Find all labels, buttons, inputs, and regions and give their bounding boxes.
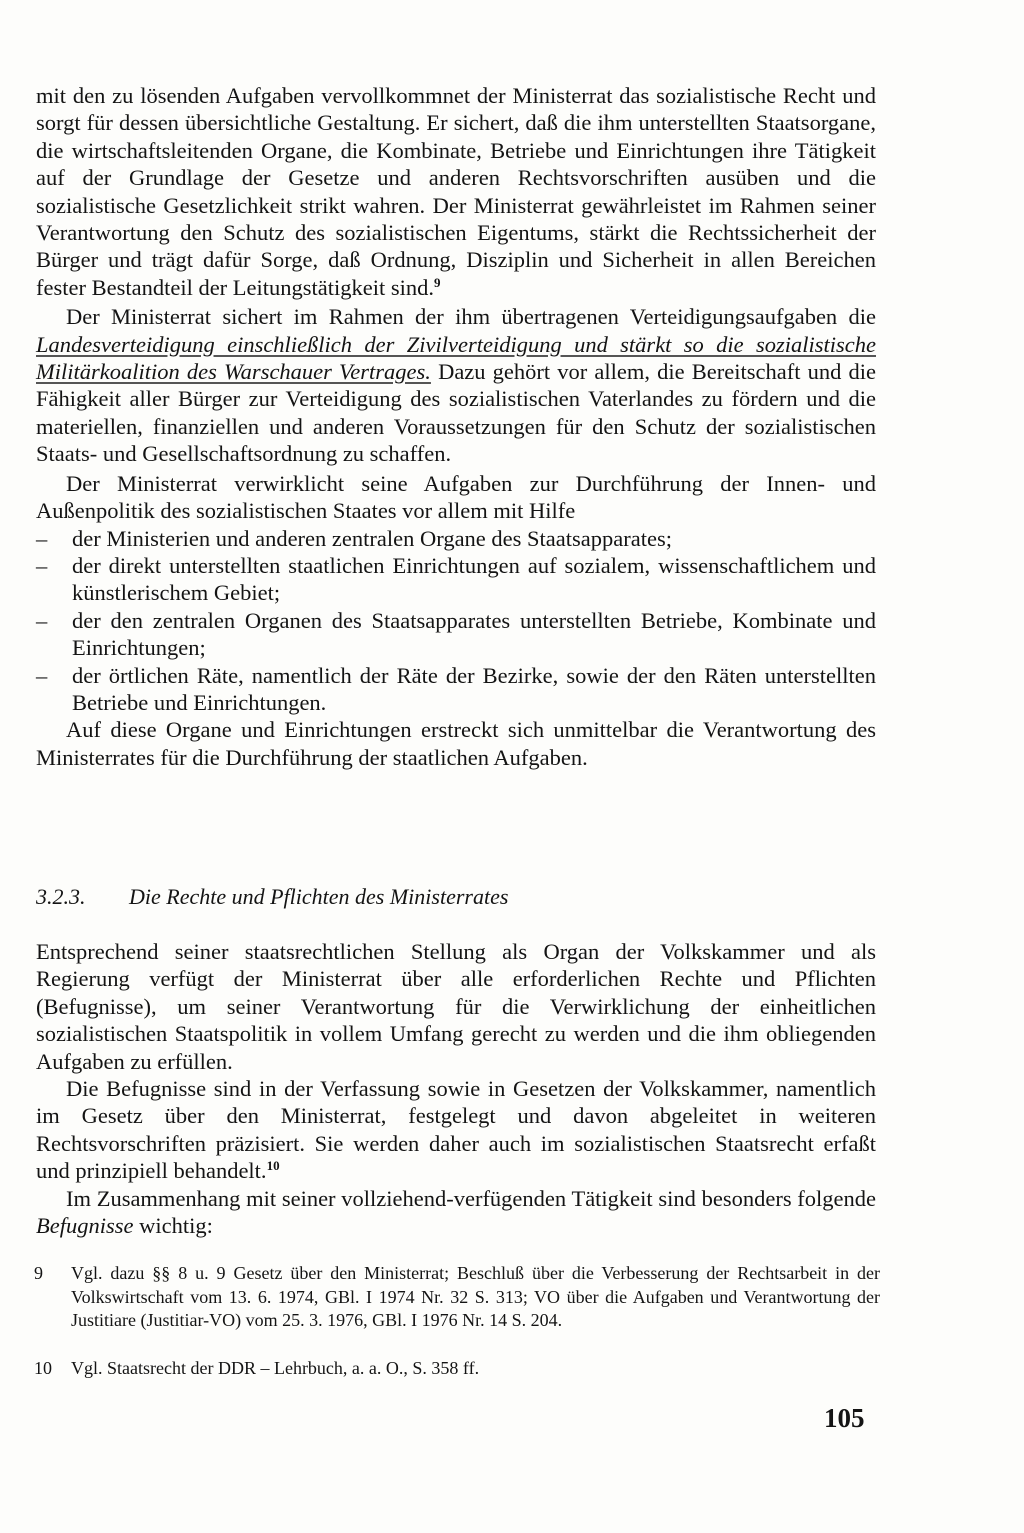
emphasis-text: Befugnisse bbox=[36, 1213, 134, 1239]
dash-marker: – bbox=[36, 662, 48, 688]
footnote-number: 9 bbox=[34, 1263, 43, 1283]
paragraph: Im Zusammenhang mit seiner vollziehend-verfügenden Tätigkeit sind besonders folgende Befugnisse wichtig: bbox=[36, 1185, 876, 1239]
dash-marker: – bbox=[36, 607, 48, 633]
paragraph: Die Befugnisse sind in der Verfassung sowie in Gesetzen der Volkskammer, namentlich im Gesetz über den Ministerrat, festgelegt und davon abgeleitet in weiteren Rechtsvorschriften präzisiert. Sie werden daher auch im sozialistischen Staatsrecht erfaßt und prinzipiell behandelt.$^{10}$ bbox=[36, 1076, 876, 1184]
dash-marker: – bbox=[36, 552, 48, 578]
footnote-ref-9: 9 bbox=[434, 274, 441, 290]
footnote-text: Vgl. dazu §§ 8 u. 9 Gesetz über den Ministerrat; Beschluß über die Verbesserung der Rechtsarbeit in der Volkswirtschaft vom 13. 6. 1974, GBl. I 1974 Nr. 32 S. 313; VO über die Aufgaben und Verantwortung der Justitiare (Justitiar-VO) vom 25. 3. 1976, GBl. I 1976 Nr. 14 S. 204. bbox=[71, 1263, 880, 1330]
body-text-upper bbox=[36, 82, 876, 771]
footnote-number: 10 bbox=[34, 1358, 52, 1378]
section-heading bbox=[36, 884, 876, 910]
page-number: 105 bbox=[824, 1403, 865, 1433]
section-number: 3.2.3. bbox=[36, 884, 86, 909]
footnote bbox=[34, 1357, 880, 1381]
list-item: – der den zentralen Organen des Staatsapparates unterstellten Betriebe, Kombinate und Einrichtungen; bbox=[36, 607, 876, 661]
dash-list bbox=[36, 525, 876, 717]
paragraph: mit den zu lösenden Aufgaben vervollkommnet der Ministerrat das sozialistische Recht und sorgt für dessen übersichtliche Gestaltung. Er sichert, daß die ihm unterstellten Staatsorgane, die wirtschaftsleitenden Organe, die Kombinate, Betriebe und Einrichtungen ihre Tätigkeit auf der Grundlage der Gesetze und anderen Rechtsvorschriften ausüben und die sozialistische Gesetzlichkeit strikt wahren. Der Ministerrat gewährleistet im Rahmen seiner Verantwortung den Schutz des sozialistischen Eigentums, stärkt die Rechtssicherheit der Bürger und trägt dafür Sorge, daß Ordnung, Disziplin und Sicherheit in allen Bereichen fester Bestandteil der Leitungstätigkeit sind.$^9$ bbox=[36, 83, 876, 300]
emphasis-text: Landesverteidigung einschließlich der Zivilverteidigung und stärkt so die sozialistische Militärkoalition des Warschauer Vertrages. bbox=[36, 331, 876, 385]
section-title: Die Rechte und Pflichten des Ministerrates bbox=[129, 884, 509, 909]
body-text-lower bbox=[36, 938, 876, 1239]
footnote-ref-10: 10 bbox=[266, 1158, 280, 1174]
footnote-text: Vgl. Staatsrecht der DDR – Lehrbuch, a. a. O., S. 358 ff. bbox=[71, 1358, 480, 1378]
paragraph: Der Ministerrat sichert im Rahmen der ihm übertragenen Verteidigungsaufgaben die Landesverteidigung einschließlich der Zivilverteidigung und stärkt so die sozialistische Militärkoalition des Warschauer Vertrages. Dazu gehört vor allem, die Bereitschaft und die Fähigkeit aller Bürger zur Verteidigung des sozialistischen Vaterlandes zu fördern und die materiellen, finanziellen und anderen Voraussetzungen für den Schutz der sozialistischen Staats- und Gesellschaftsordnung zu schaffen. bbox=[36, 304, 876, 467]
paragraph: Auf diese Organe und Einrichtungen erstreckt sich unmittelbar die Verantwortung des Ministerrates für die Durchführung der staatlichen Aufgaben. bbox=[36, 717, 876, 770]
list-item: – der Ministerien und anderen zentralen Organe des Staatsapparates; bbox=[36, 525, 672, 551]
dash-marker: – bbox=[36, 525, 48, 551]
paragraph: Entsprechend seiner staatsrechtlichen Stellung als Organ der Volkskammer und als Regierung verfügt der Ministerrat über alle erforderlichen Rechte und Pflichten (Befugnisse), um seiner Verantwortung für die Verwirklichung der einheitlichen sozialistischen Staatspolitik in vollem Umfang gerecht zu werden und die ihm obliegenden Aufgaben zu erfüllen. bbox=[36, 939, 876, 1074]
footnote bbox=[34, 1262, 880, 1333]
paragraph: Der Ministerrat verwirklicht seine Aufgaben zur Durchführung der Innen- und Außenpolitik des sozialistischen Staates vor allem mit Hilfe bbox=[36, 470, 876, 524]
list-item: – der örtlichen Räte, namentlich der Räte der Bezirke, sowie der den Räten unterstellten Betriebe und Einrichtungen. bbox=[36, 662, 876, 715]
list-item: – der direkt unterstellten staatlichen Einrichtungen auf sozialem, wissenschaftlichem und künstlerischem Gebiet; bbox=[36, 552, 876, 606]
